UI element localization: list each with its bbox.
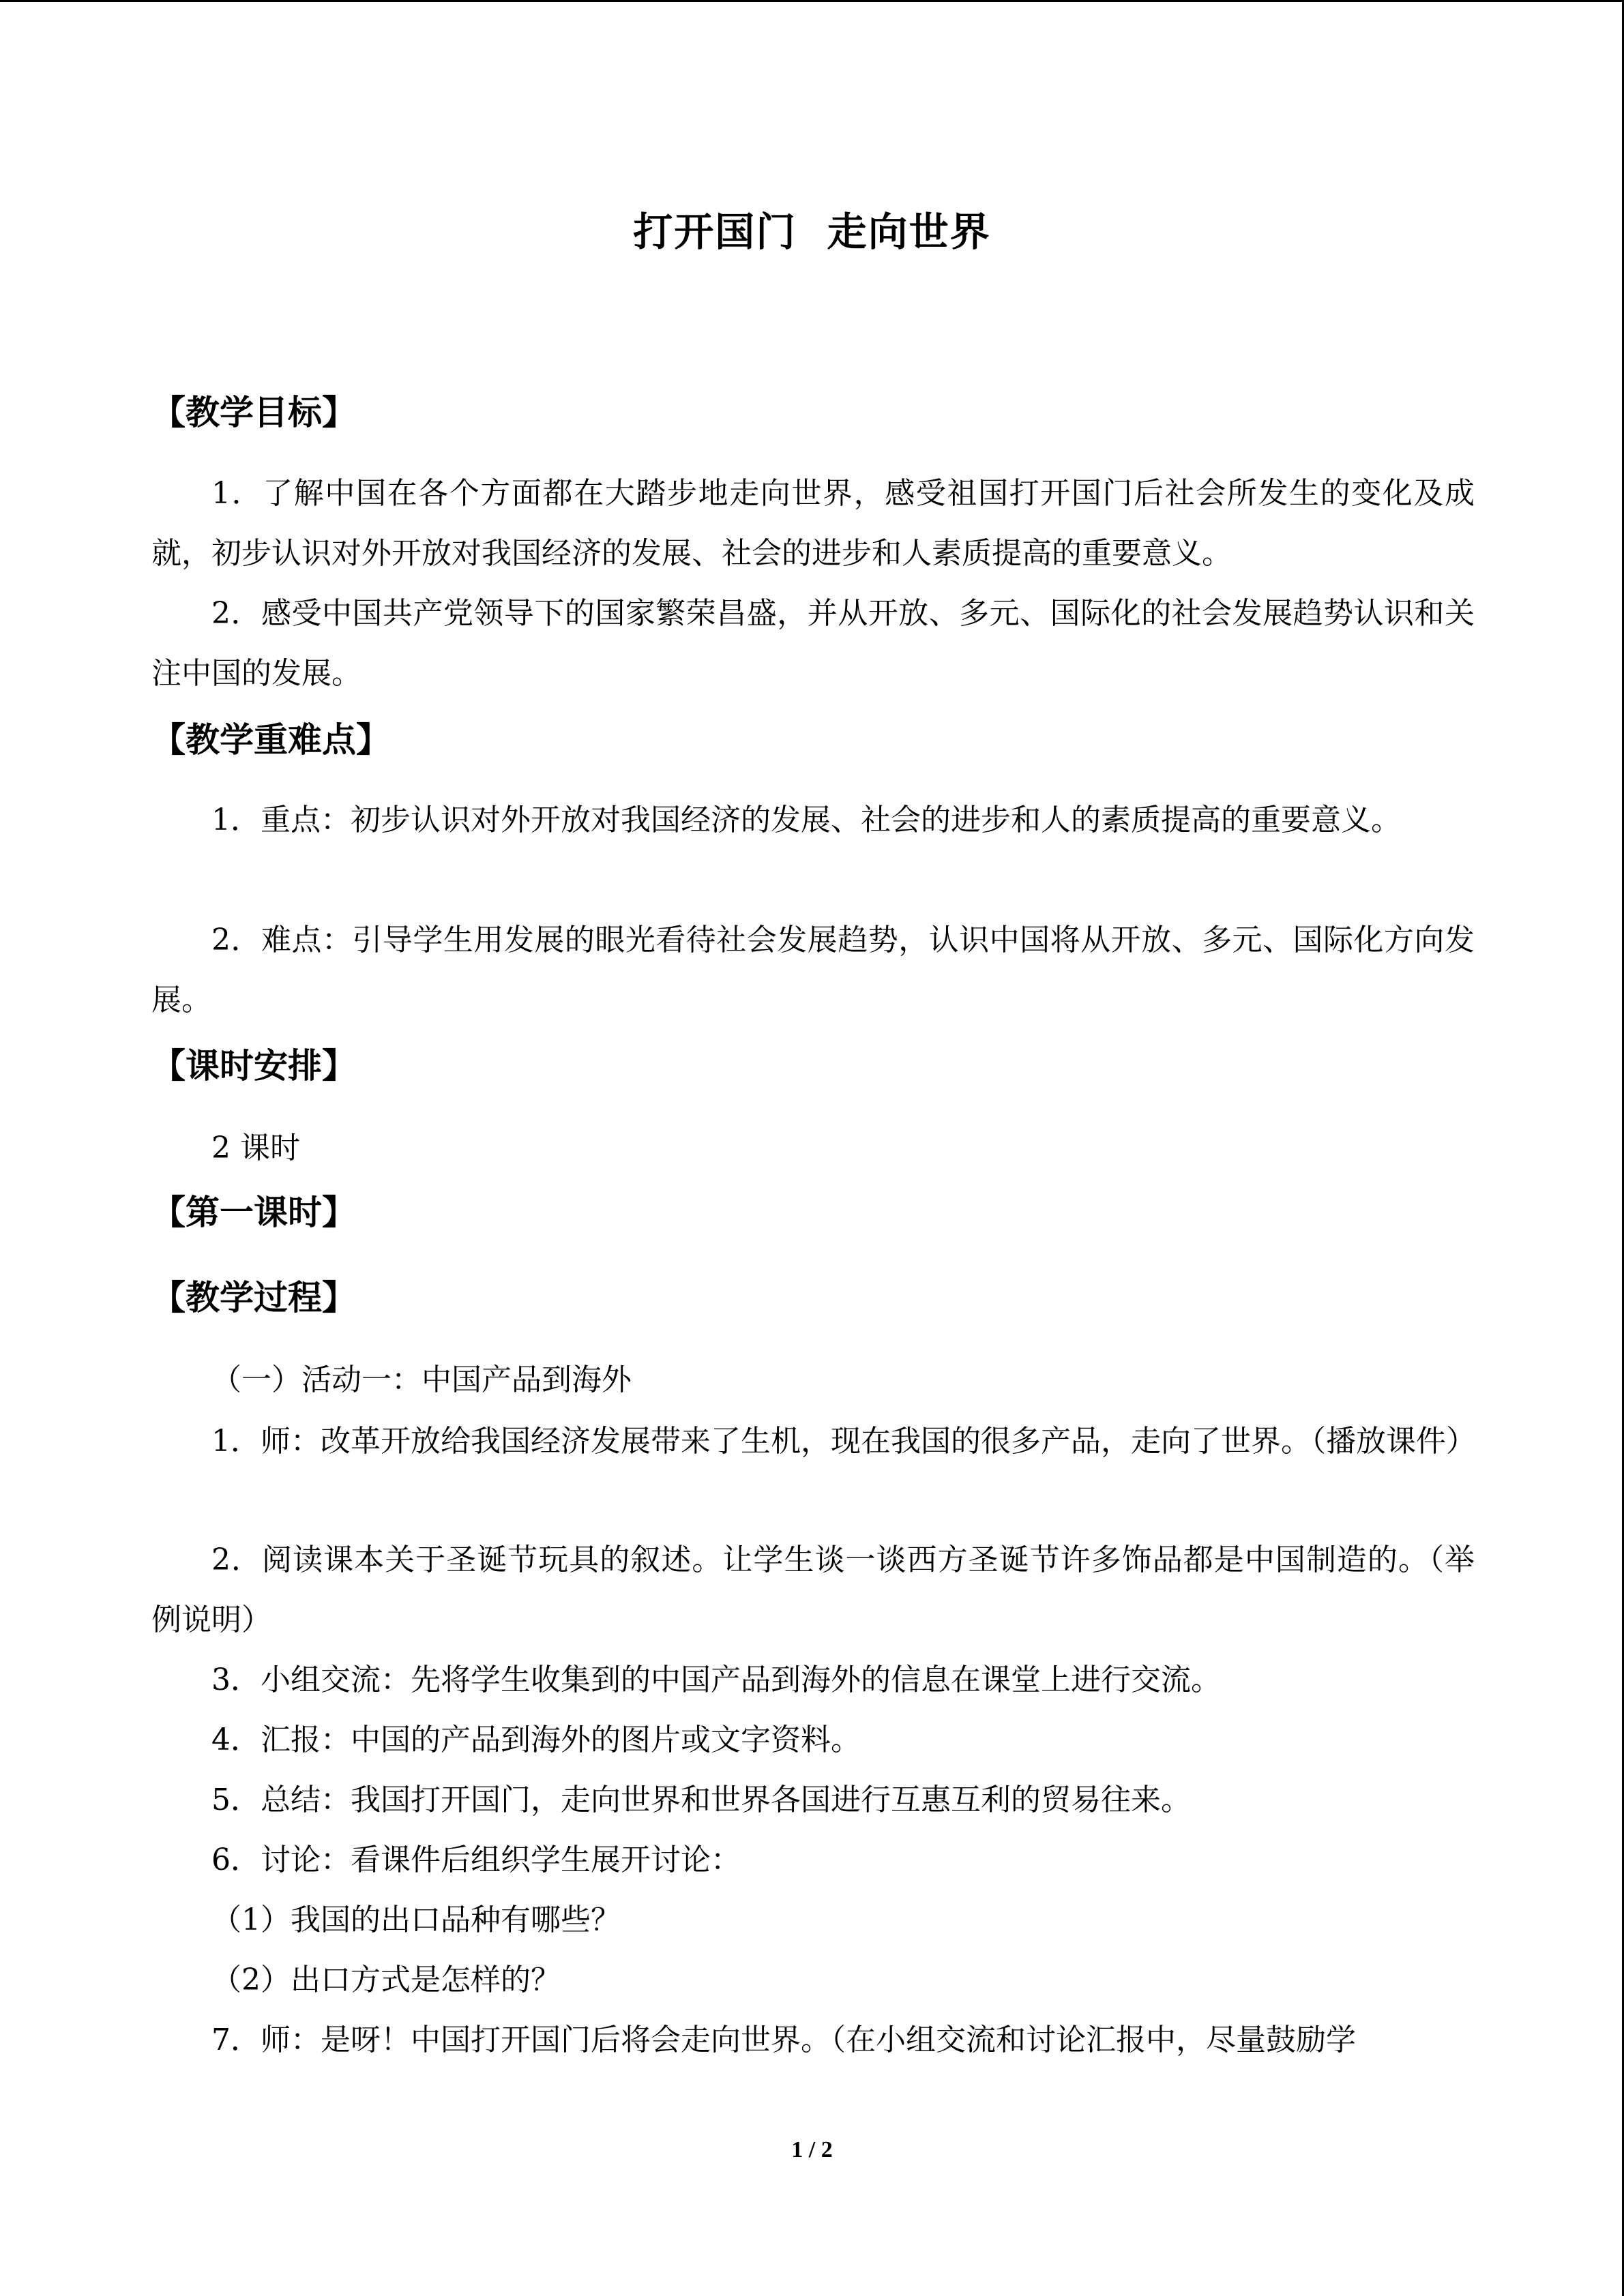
discussion-question-2: （2）出口方式是怎样的？	[211, 1963, 561, 1997]
process-step-5: 5．总结：我国打开国门，走向世界和世界各国进行互惠互利的贸易往来。	[211, 1783, 1191, 1817]
discussion-question-1: （1）我国的出口品种有哪些？	[211, 1903, 621, 1937]
goal-item-2: 2．感受中国共产党领导下的国家繁荣昌盛，并从开放、多元、国际化的社会发展趋势认识和关注中国的发展。	[151, 596, 1475, 691]
process-step-3: 3．小组交流：先将学生收集到的中国产品到海外的信息在课堂上进行交流。	[211, 1663, 1221, 1697]
goal-item-1: 1．了解中国在各个方面都在大踏步地走向世界，感受祖国打开国门后社会所发生的变化及成就，初步认识对外开放对我国经济的发展、社会的进步和人素质提高的重要意义。	[151, 476, 1475, 571]
key-point-item-1: 1．重点：初步认识对外开放对我国经济的发展、社会的进步和人的素质提高的重要意义。	[211, 803, 1401, 837]
heading-first-lesson: 【第一课时】	[151, 1193, 356, 1232]
process-step-1: 1．师：改革开放给我国经济发展带来了生机，现在我国的很多产品，走向了世界。（播放课件）	[211, 1424, 1476, 1459]
heading-teaching-process: 【教学过程】	[151, 1278, 356, 1317]
schedule-text: 2 课时	[211, 1131, 300, 1165]
heading-teaching-goals: 【教学目标】	[151, 393, 356, 432]
process-step-4: 4．汇报：中国的产品到海外的图片或文字资料。	[211, 1723, 861, 1757]
heading-key-points: 【教学重难点】	[151, 720, 390, 760]
process-step-6: 6．讨论：看课件后组织学生展开讨论：	[211, 1843, 741, 1877]
key-point-item-2: 2．难点：引导学生用发展的眼光看待社会发展趋势，认识中国将从开放、多元、国际化方向发展。	[151, 923, 1475, 1017]
page-top-border	[0, 0, 1624, 2]
process-step-2: 2．阅读课本关于圣诞节玩具的叙述。让学生谈一谈西方圣诞节许多饰品都是中国制造的。（举例说明）	[151, 1542, 1475, 1637]
process-step-7: 7．师：是呀！中国打开国门后将会走向世界。（在小组交流和讨论汇报中，尽量鼓励学	[211, 2023, 1356, 2057]
activity-title: （一）活动一：中国产品到海外	[211, 1362, 632, 1397]
page-title: 打开国门 走向世界	[633, 209, 991, 255]
page-number: 1 / 2	[791, 2137, 833, 2162]
heading-schedule: 【课时安排】	[151, 1046, 356, 1086]
